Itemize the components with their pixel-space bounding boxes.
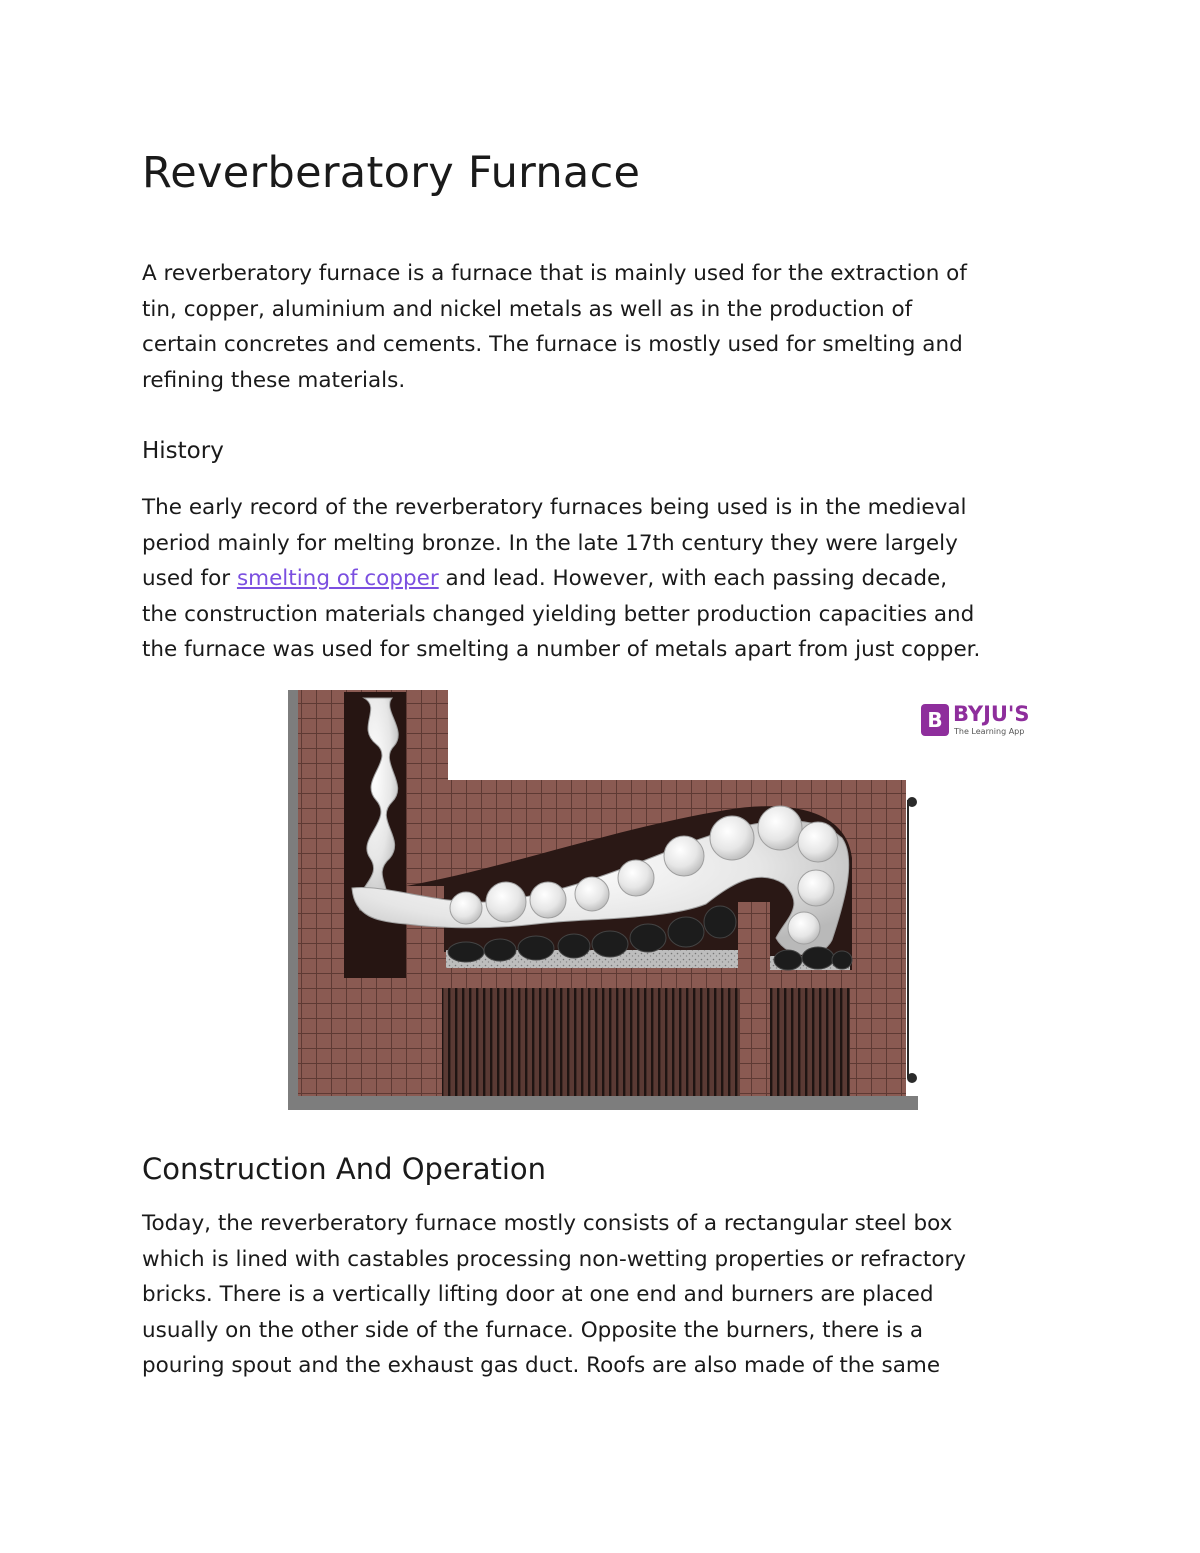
intro-line: tin, copper, aluminium and nickel metals as well as in the production of	[142, 296, 913, 322]
byjus-logo-mark: B	[921, 704, 949, 736]
smelting-of-copper-link[interactable]: smelting of copper	[236, 566, 439, 591]
furnace-diagram-svg	[286, 688, 920, 1112]
history-paragraph	[142, 490, 1072, 668]
door-hinge	[907, 797, 917, 807]
intro-line: refining these materials.	[142, 367, 406, 393]
construction-line: Today, the reverberatory furnace mostly consists of a rectangular steel box	[142, 1211, 953, 1236]
history-line	[142, 561, 1072, 597]
construction-paragraph	[142, 1206, 1072, 1384]
byjus-logo-text: BYJU'S	[953, 702, 1030, 726]
history-heading: History	[142, 438, 224, 464]
door-hinge	[907, 1073, 917, 1083]
intro-paragraph	[142, 256, 1072, 398]
intro-line: A reverberatory furnace is a furnace that is mainly used for the extraction of	[142, 261, 967, 286]
construction-line: pouring spout and the exhaust gas duct. Roofs are also made of the same	[142, 1353, 941, 1378]
construction-line: which is lined with castables processing non-wetting properties or refractory	[142, 1246, 967, 1272]
history-line: the construction materials changed yielding better production capacities and	[142, 601, 975, 627]
furnace-illustration	[286, 688, 920, 1112]
page-title: Reverberatory Furnace	[142, 148, 641, 198]
firebox-grate	[442, 988, 740, 1096]
construction-line: bricks. There is a vertically lifting door at one end and burners are placed	[142, 1282, 934, 1307]
history-text: used for	[142, 566, 237, 591]
history-line: the furnace was used for smelting a number of metals apart from just copper.	[142, 637, 981, 662]
ground-base	[288, 1096, 918, 1110]
back-wall-plate	[288, 690, 298, 1104]
firebox-grate	[770, 988, 850, 1096]
intro-line: certain concretes and cements. The furnace is mostly used for smelting and	[142, 332, 963, 357]
construction-line: usually on the other side of the furnace. Opposite the burners, there is a	[142, 1317, 924, 1343]
history-line: period mainly for melting bronze. In the late 17th century they were largely	[142, 530, 958, 556]
byjus-logo	[921, 704, 1045, 740]
history-line: The early record of the reverberatory furnaces being used is in the medieval	[142, 495, 967, 520]
construction-heading: Construction And Operation	[142, 1152, 547, 1186]
byjus-logo-tagline: The Learning App	[954, 727, 1025, 736]
history-text: and lead. However, with each passing decade,	[438, 566, 948, 591]
